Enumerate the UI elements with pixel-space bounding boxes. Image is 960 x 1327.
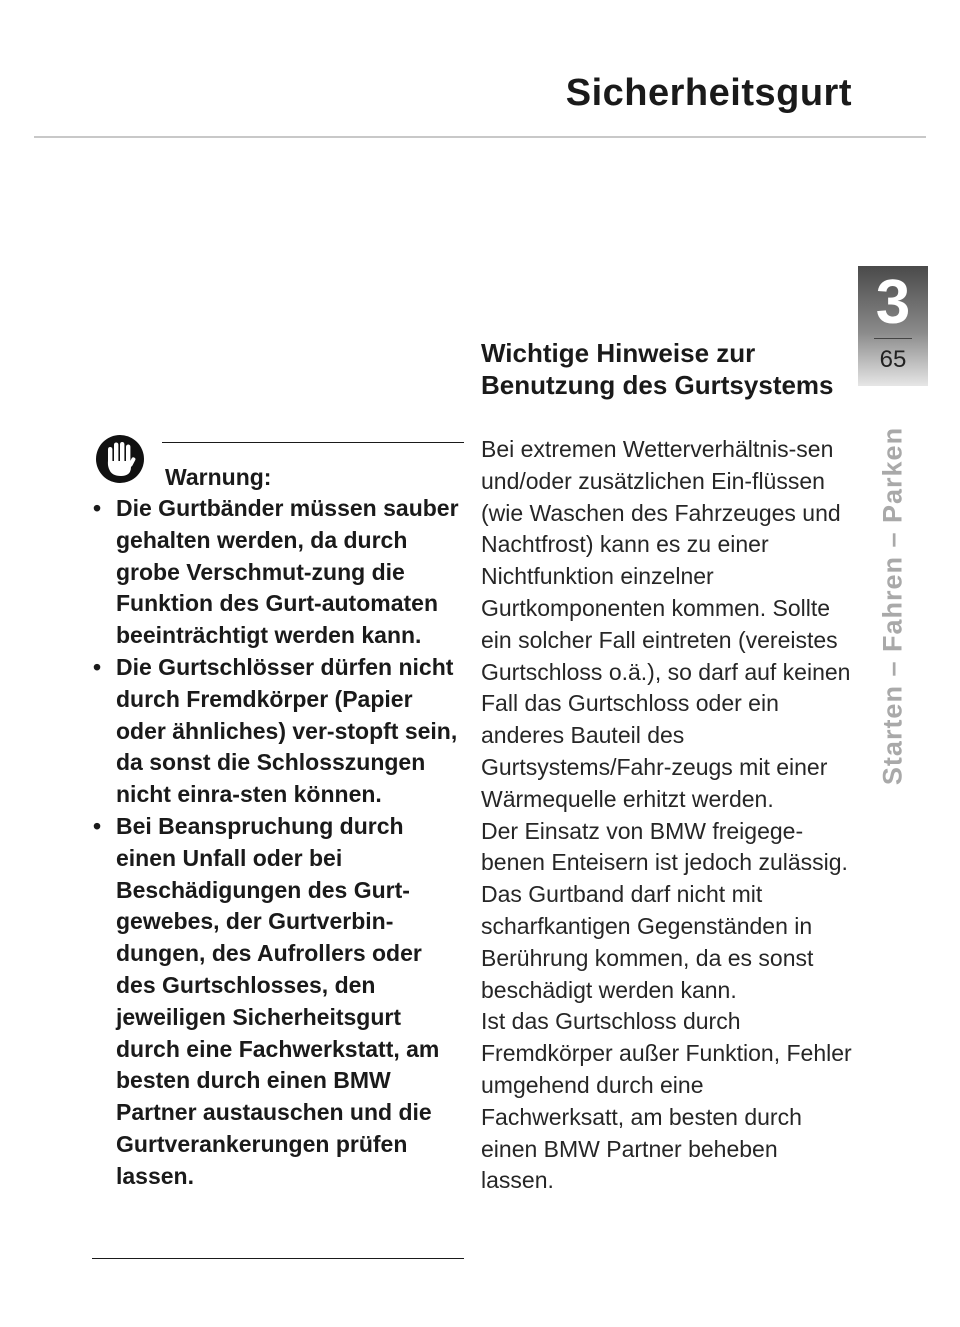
body-paragraph: Bei extremen Wetterverhältnis-sen und/oder zusätzlichen Ein-flüssen (wie Waschen des Fahrzeuges und Nachtfrost) kann es zu einer Nichtfunktion einzelner Gurtkomponenten kommen. Sollte ein solcher Fall eintreten (vereistes Gurtschloss o.ä.), so darf auf keinen Fall das Gurtschloss oder ein anderes Bauteil des Gurtsystems/Fahr-zeugs mit einer Wärmequelle erhitzt werden. xyxy=(481,436,851,812)
body-paragraph: Ist das Gurtschloss durch Fremdkörper außer Funktion, Fehler umgehend durch eine Fachwerksatt, am besten durch einen BMW Partner beheben lassen. xyxy=(481,1008,852,1194)
warning-list xyxy=(92,493,464,1193)
body-paragraph: Das Gurtband darf nicht mit scharfkantigen Gegenständen in Berührung kommen, da es sonst beschädigt werden kann. xyxy=(481,881,814,1003)
body-paragraph: Der Einsatz von BMW freigege-benen Enteisern ist jedoch zulässig. xyxy=(481,817,848,876)
warning-item: • Bei Beanspruchung durch einen Unfall oder bei Beschädigungen des Gurt-gewebes, der Gurtverbin-dungen, des Aufrollers oder des Gurtschlosses, den jeweiligen Sicherheitsgurt durch eine Fachwerkstatt, am besten durch einen BMW Partner austauschen und die Gurtverankerungen prüfen lassen. xyxy=(92,811,464,1193)
chapter-number: 3 xyxy=(875,268,911,337)
title-divider xyxy=(34,136,926,138)
chapter-tab-divider xyxy=(874,338,912,339)
warning-bottom-divider xyxy=(92,1258,464,1259)
hand-stop-icon xyxy=(95,434,145,484)
warning-title: Warnung: xyxy=(165,464,272,490)
warning-item: • Die Gurtschlösser dürfen nicht durch Fremdkörper (Papier oder ähnliches) ver-stopft sein, da sonst die Schlosszungen nicht einra-sten können. xyxy=(92,652,464,811)
page-title: Sicherheitsgurt xyxy=(565,72,852,114)
chapter-tab xyxy=(858,266,928,386)
page-number: 65 xyxy=(879,346,907,373)
section-heading: Wichtige Hinweise zur Benutzung des Gurtsystems xyxy=(481,338,834,400)
section-body xyxy=(481,434,853,1197)
chapter-side-label: Starten – Fahren – Parken xyxy=(877,426,908,786)
warning-item: • Die Gurtbänder müssen sauber gehalten werden, da durch grobe Verschmut-zung die Funktion des Gurt-automaten beeinträchtigt werden kann. xyxy=(92,493,464,652)
warning-top-divider xyxy=(162,442,464,443)
